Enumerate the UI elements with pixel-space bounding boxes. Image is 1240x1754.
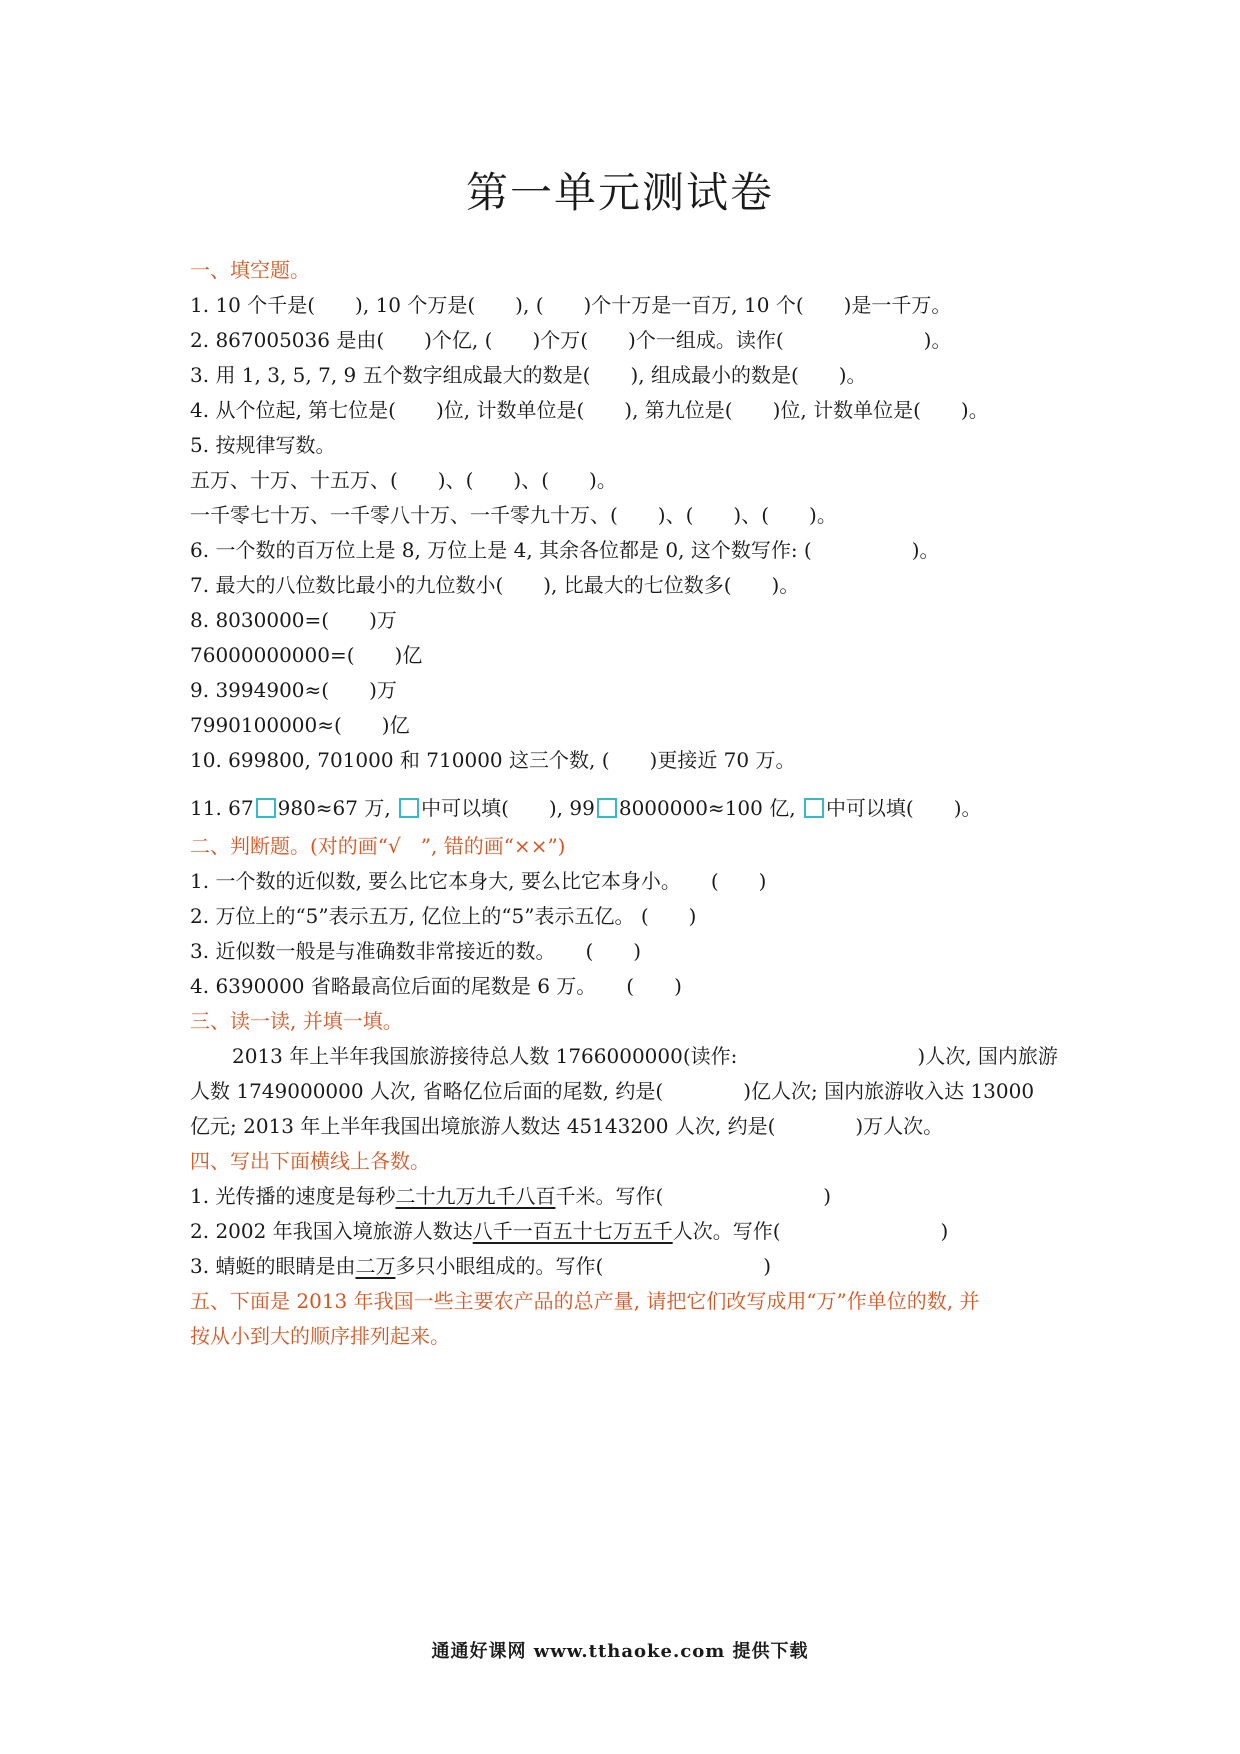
- s4-q3-text: 3. 蜻蜓的眼睛是由: [190, 1254, 356, 1278]
- blank-box-2: [399, 798, 419, 818]
- s1-question-8b: 76000000000=( )亿: [190, 643, 423, 667]
- q11-part-2: 980≈67 万,: [277, 796, 398, 820]
- section-5-line-1: 五、下面是 2013 年我国一些主要农产品的总产量, 请把它们改写成用“万”作单位的数, 并: [190, 1289, 980, 1313]
- q11-part-1: 11. 67: [190, 796, 254, 820]
- s1-question-10: 10. 699800, 701000 和 710000 这三个数, ( )更接近 70 万。: [190, 748, 796, 772]
- s4-question-3: [190, 1252, 771, 1280]
- s2-question-3: 3. 近似数一般是与准确数非常接近的数。 ( ): [190, 939, 642, 963]
- s4-q2-underlined: 八千一百五十七万五千: [472, 1219, 673, 1243]
- q11-part-3: 中可以填( ), 99: [421, 796, 595, 820]
- s4-question-2: [190, 1217, 948, 1245]
- s4-q3-underlined: 二万: [355, 1254, 396, 1278]
- page-title: 第一单元测试卷: [465, 168, 774, 217]
- section-5-line-2: 按从小到大的顺序排列起来。: [190, 1324, 450, 1348]
- q11-part-4: 8000000≈100 亿,: [618, 796, 802, 820]
- s1-question-6: 6. 一个数的百万位上是 8, 万位上是 4, 其余各位都是 0, 这个数写作: ( )。: [190, 538, 940, 562]
- s4-q1-text: 1. 光传播的速度是每秒: [190, 1184, 396, 1208]
- section-3-heading: 三、读一读, 并填一填。: [190, 1009, 403, 1033]
- s1-question-4: 4. 从个位起, 第七位是( )位, 计数单位是( ), 第九位是( )位, 计数单位是( )。: [190, 398, 989, 422]
- s4-q1-underlined: 二十九万九千八百: [395, 1184, 556, 1208]
- s1-question-8a: 8. 8030000=( )万: [190, 608, 397, 632]
- s1-question-9b: 7990100000≈( )亿: [190, 713, 410, 737]
- s3-paragraph-line-2: 人数 1749000000 人次, 省略亿位后面的尾数, 约是( )亿人次; 国内旅游收入达 13000: [190, 1079, 1035, 1103]
- q11-part-5: 中可以填( )。: [825, 796, 982, 820]
- s1-question-11: [190, 794, 982, 822]
- blank-box-4: [804, 798, 824, 818]
- s1-question-2: 2. 867005036 是由( )个亿, ( )个万( )个一组成。读作( )。: [190, 328, 952, 352]
- s1-question-5: 5. 按规律写数。: [190, 433, 336, 457]
- s2-question-1: 1. 一个数的近似数, 要么比它本身大, 要么比它本身小。 ( ): [190, 869, 767, 893]
- s1-question-5b: 一千零七十万、一千零八十万、一千零九十万、( )、( )、( )。: [190, 503, 837, 527]
- section-4-heading: 四、写出下面横线上各数。: [190, 1149, 430, 1173]
- s3-paragraph-line-1: 2013 年上半年我国旅游接待总人数 1766000000(读作: )人次, 国内旅游: [232, 1044, 1058, 1068]
- footer-credit: 通通好课网 www.tthaoke.com 提供下载: [431, 1641, 809, 1662]
- s2-question-2: 2. 万位上的“5”表示五万, 亿位上的“5”表示五亿。 ( ): [190, 904, 697, 928]
- section-1-heading: 一、填空题。: [190, 258, 310, 282]
- section-2-heading: 二、判断题。(对的画“√ ”, 错的画“××”): [190, 834, 566, 858]
- blank-box-1: [256, 798, 276, 818]
- s1-question-3: 3. 用 1, 3, 5, 7, 9 五个数字组成最大的数是( ), 组成最小的数是( )。: [190, 363, 867, 387]
- blank-box-3: [597, 798, 617, 818]
- s4-q2-tail: 人次。写作( ): [672, 1219, 949, 1243]
- s1-question-1: 1. 10 个千是( ), 10 个万是( ), ( )个十万是一百万, 10 个( )是一千万。: [190, 293, 952, 317]
- s4-q1-tail: 千米。写作( ): [555, 1184, 832, 1208]
- s1-question-7: 7. 最大的八位数比最小的九位数小( ), 比最大的七位数多( )。: [190, 573, 800, 597]
- s1-question-9a: 9. 3994900≈( )万: [190, 678, 397, 702]
- s3-paragraph-line-3: 亿元; 2013 年上半年我国出境旅游人数达 45143200 人次, 约是( )万人次。: [190, 1114, 944, 1138]
- s2-question-4: 4. 6390000 省略最高位后面的尾数是 6 万。 ( ): [190, 974, 682, 998]
- s4-q2-text: 2. 2002 年我国入境旅游人数达: [190, 1219, 473, 1243]
- s1-question-5a: 五万、十万、十五万、( )、( )、( )。: [190, 468, 617, 492]
- s4-question-1: [190, 1182, 831, 1210]
- s4-q3-tail: 多只小眼组成的。写作( ): [395, 1254, 772, 1278]
